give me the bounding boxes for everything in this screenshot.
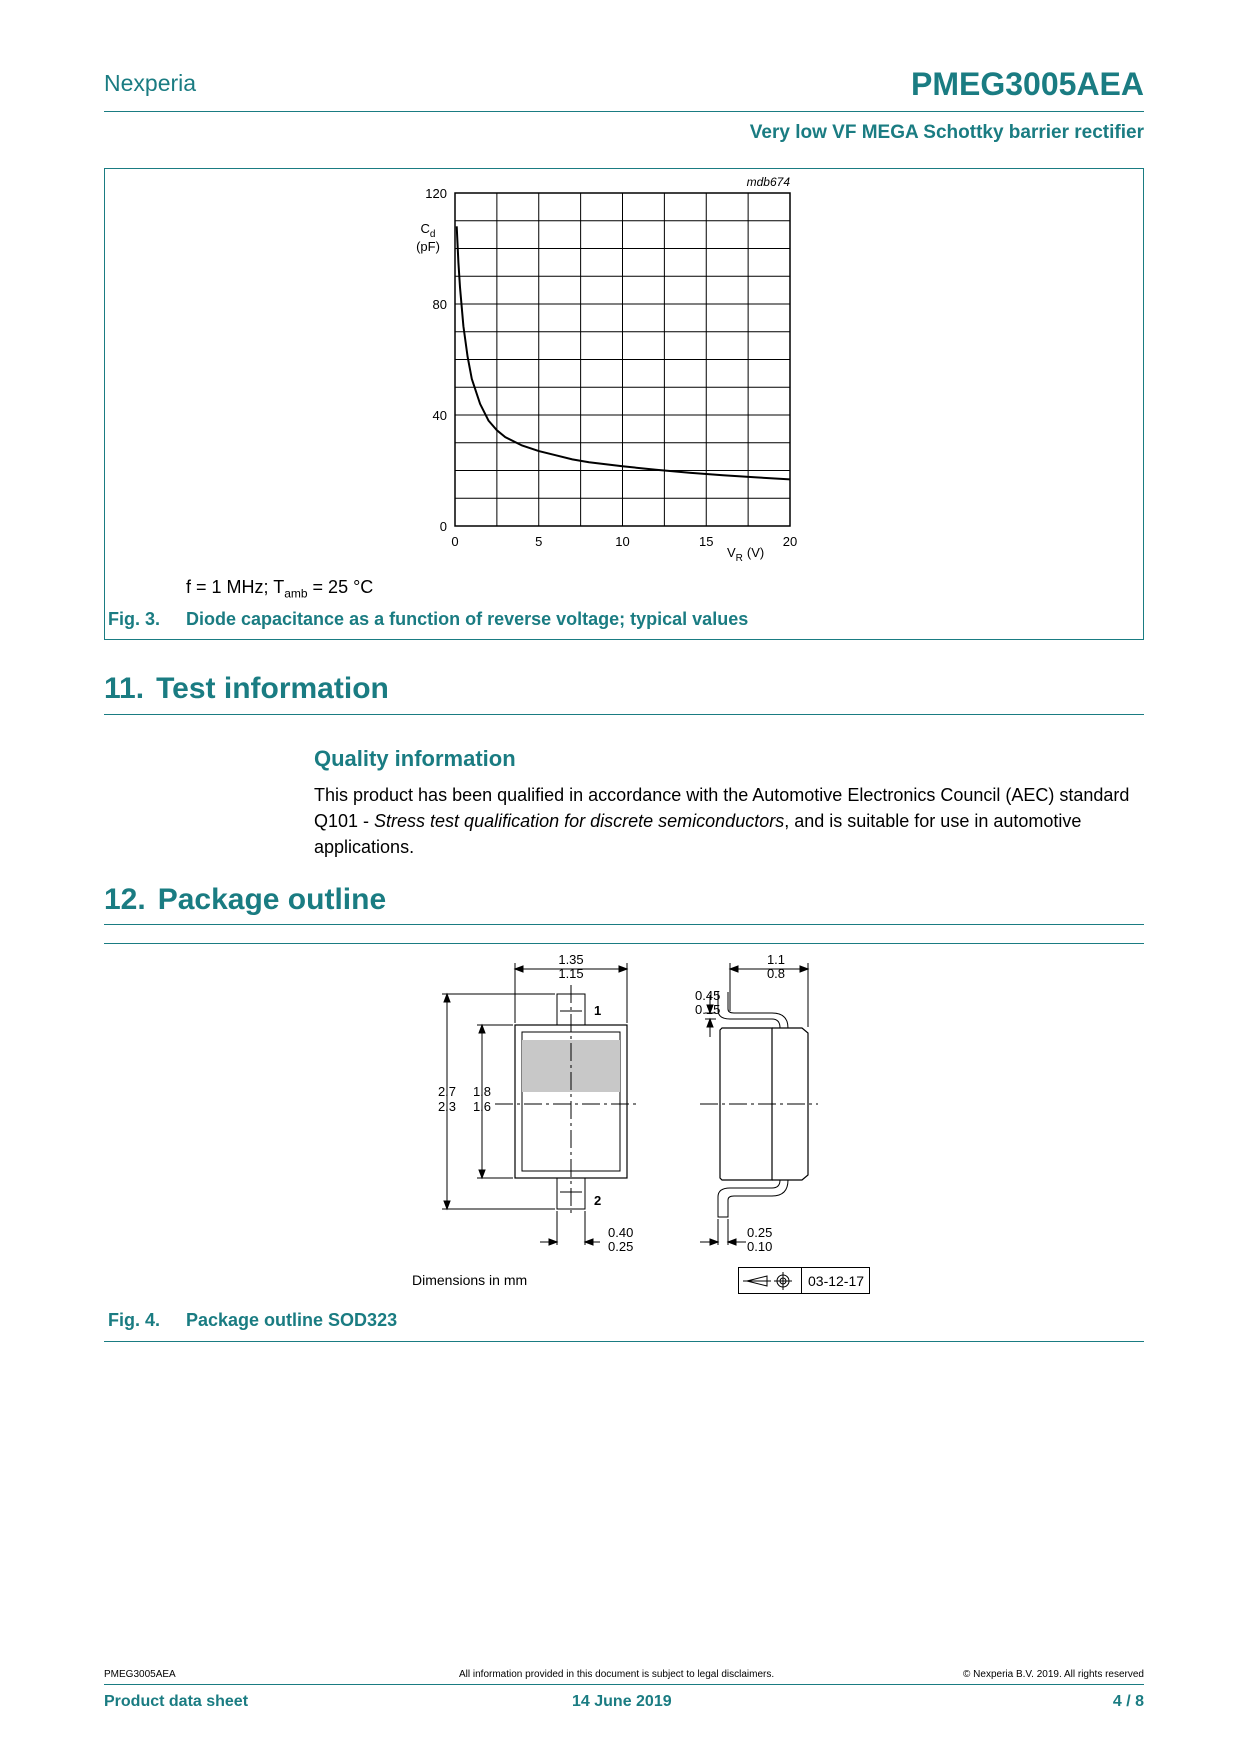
figure-4-title: Package outline SOD323 — [186, 1310, 398, 1330]
y-tick-label: 80 — [432, 297, 447, 312]
product-subtitle: Very low VF MEGA Schottky barrier rectifier — [749, 122, 1144, 143]
dim-body-length-max: 1.8 — [472, 1084, 492, 1099]
footer-page: 4 / 8 — [1112, 1693, 1144, 1710]
figure-4-caption — [108, 1310, 397, 1331]
figure-3-title: Diode capacitance as a function of reverse voltage; typical values — [186, 609, 749, 629]
x-tick-label: 20 — [782, 534, 798, 549]
y-axis-unit: (pF) — [416, 239, 440, 254]
dim-total-length-max: 2.7 — [437, 1084, 457, 1099]
section-11-rule — [104, 714, 1144, 715]
quality-info-heading: Quality information — [314, 746, 516, 771]
y-tick-label: 0 — [439, 519, 447, 534]
section-12-heading: 12. Package outline — [104, 883, 387, 916]
x-tick-label: 5 — [535, 534, 543, 549]
projection-date-box — [738, 1267, 870, 1294]
x-axis-label: $V_R$ (V) — [727, 545, 765, 564]
side-lead-top — [718, 992, 780, 1028]
dim-side-width-max: 1.1 — [766, 952, 786, 967]
series-line-cd — [457, 226, 790, 479]
pin-1-label: 1 — [594, 1003, 602, 1018]
projection-symbol-icon — [739, 1270, 799, 1292]
footer-doc-id: PMEG3005AEA — [104, 1669, 176, 1680]
dim-lead-thickness-max: 0.25 — [747, 1225, 773, 1240]
figure-3-caption — [108, 609, 748, 630]
y-tick-label: 120 — [425, 186, 447, 201]
x-tick-label: 15 — [699, 534, 714, 549]
section-12-rule — [104, 924, 1144, 925]
capacitance-chart — [400, 170, 820, 575]
figure-4-top-rule — [104, 943, 1144, 944]
dim-lead-width-max: 0.40 — [608, 1225, 634, 1240]
date-code: 03-12-17 — [808, 1272, 865, 1289]
dim-lead-width-min: 0.25 — [608, 1239, 634, 1254]
brand-name: Nexperia — [104, 70, 197, 96]
dim-lead-thickness-min: 0.10 — [747, 1239, 773, 1254]
footer-date: 14 June 2019 — [572, 1693, 672, 1710]
dimensions-note: Dimensions in mm — [412, 1272, 528, 1288]
side-lead-bottom — [718, 1180, 788, 1217]
quality-info-body: This product has been qualified in accordance with the Automotive Electronics Council (AEC) standard Q101 - Stress test qualification for discrete semiconductors, and is suitable for use in automotive applications. — [314, 785, 1130, 857]
y-axis-label: $C_d$ — [420, 221, 436, 240]
figure-4-number: Fig. 4. — [108, 1310, 161, 1330]
footer-disclaimer: All information provided in this document is subject to legal disclaimers. — [459, 1669, 775, 1680]
dim-top-width-min: 1.15 — [558, 966, 584, 981]
product-title: PMEG3005AEA — [911, 66, 1144, 102]
dim-body-length-min: 1.6 — [472, 1099, 492, 1114]
header-rule — [104, 111, 1144, 112]
x-tick-label: 10 — [615, 534, 630, 549]
footer-rule — [104, 1684, 1144, 1685]
y-tick-label: 40 — [432, 408, 447, 423]
dim-lead-height-min: 0.15 — [695, 1002, 721, 1017]
x-tick-label: 0 — [451, 534, 459, 549]
figure-4-bottom-rule — [104, 1341, 1144, 1342]
pin-2-label: 2 — [594, 1193, 602, 1208]
dim-top-width-max: 1.35 — [558, 952, 584, 967]
figure-code: mdb674 — [746, 175, 790, 189]
dim-lead-height-max: 0.45 — [695, 988, 721, 1003]
figure-3-number: Fig. 3. — [108, 609, 161, 629]
figure-3-condition: f = 1 MHz; $T_{amb} = 25$ °C — [186, 577, 374, 601]
x-tick-labels — [451, 534, 797, 549]
package-outline-drawing — [400, 945, 880, 1295]
dim-total-length-min: 2.3 — [437, 1099, 457, 1114]
section-11-heading: 11. Test information — [104, 672, 389, 705]
dim-side-width-min: 0.8 — [766, 966, 786, 981]
footer-doc-type: Product data sheet — [104, 1693, 249, 1710]
footer-copyright: © Nexperia B.V. 2019. All rights reserved — [963, 1669, 1144, 1680]
